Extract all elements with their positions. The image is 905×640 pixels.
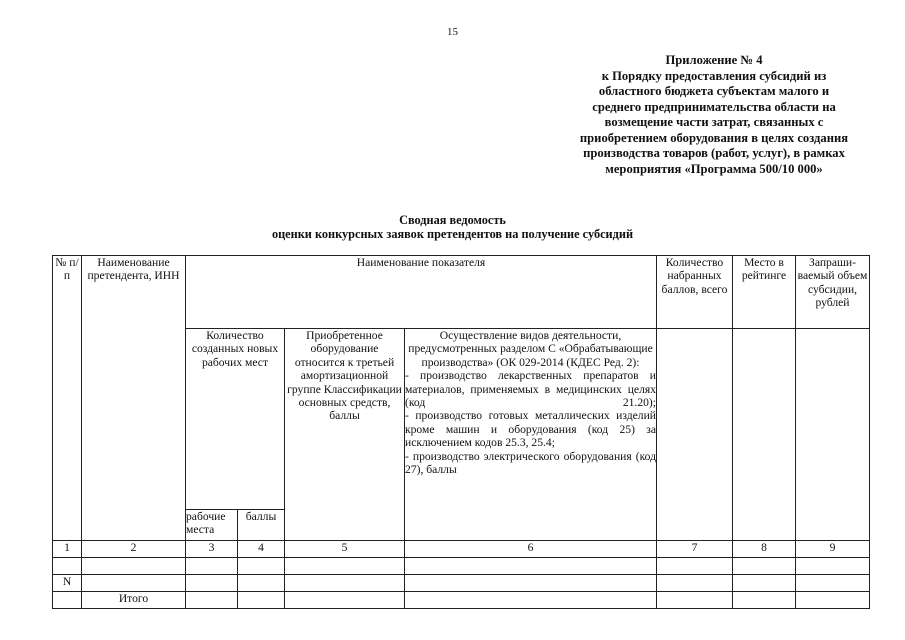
activity-item: - производство электрического оборудования (код 27), баллы bbox=[405, 449, 656, 477]
appendix-line: среднего предпринимательства области на bbox=[592, 99, 836, 114]
column-number: 4 bbox=[238, 541, 285, 558]
activity-title: Осуществление видов деятельности, предусмотренных разделом С «Обрабатывающие производства» (ОК 029-2014 (КДЕС Ред. 2): bbox=[408, 329, 653, 369]
table-cell bbox=[796, 575, 870, 592]
column-number: 8 bbox=[733, 541, 796, 558]
appendix-line: мероприятия «Программа 500/10 000» bbox=[605, 161, 823, 176]
header-activity bbox=[405, 329, 657, 541]
table-cell bbox=[53, 558, 82, 575]
table-cell bbox=[405, 575, 657, 592]
header-empty-9 bbox=[796, 329, 870, 541]
appendix-line: возмещение части затрат, связанных с bbox=[604, 115, 824, 129]
appendix-line: Приложение № 4 bbox=[665, 53, 763, 67]
table-cell bbox=[82, 558, 186, 575]
table-cell bbox=[657, 592, 733, 609]
table-cell bbox=[733, 558, 796, 575]
table-cell bbox=[238, 592, 285, 609]
table-cell bbox=[657, 575, 733, 592]
appendix-line: областного бюджета субъектам малого и bbox=[598, 84, 830, 98]
column-number: 6 bbox=[405, 541, 657, 558]
page-number: 15 bbox=[447, 26, 458, 38]
header-rating: Место в рейтинге bbox=[733, 256, 796, 329]
table-cell bbox=[186, 592, 238, 609]
table-cell bbox=[186, 558, 238, 575]
appendix-line: производства товаров (работ, услуг), в рамках bbox=[583, 146, 845, 160]
table-cell bbox=[186, 575, 238, 592]
table-cell bbox=[53, 592, 82, 609]
column-number: 1 bbox=[53, 541, 82, 558]
table-row-total bbox=[53, 592, 870, 609]
header-num: № п/п bbox=[53, 256, 82, 541]
table-cell bbox=[82, 575, 186, 592]
row-n-label: N bbox=[53, 575, 82, 592]
table-cell bbox=[796, 592, 870, 609]
table-cell bbox=[796, 558, 870, 575]
total-label: Итого bbox=[82, 592, 186, 609]
header-workplaces: рабочие места bbox=[186, 510, 238, 541]
header-points: баллы bbox=[238, 510, 285, 541]
title-line-1: Сводная ведомость bbox=[399, 213, 506, 227]
table-cell bbox=[285, 558, 405, 575]
header-equipment: Приобретенное оборудование относится к третьей амортизационной группе Классификации основных средств, баллы bbox=[285, 329, 405, 541]
table-cell bbox=[285, 592, 405, 609]
table-cell bbox=[733, 575, 796, 592]
summary-table bbox=[52, 255, 870, 609]
table-row-n bbox=[53, 575, 870, 592]
table-cell bbox=[733, 592, 796, 609]
header-row-1 bbox=[53, 256, 870, 329]
header-requested: Запраши-ваемый объем субсидии, рублей bbox=[796, 256, 870, 329]
header-empty-7 bbox=[657, 329, 733, 541]
appendix-line: к Порядку предоставления субсидий из bbox=[601, 68, 827, 83]
activity-item: - производство лекарственных препаратов и материалов, применяемых в медицинских целях (код 21.20); bbox=[405, 369, 656, 410]
title-line-2: оценки конкурсных заявок претендентов на получение субсидий bbox=[271, 227, 634, 241]
appendix-header bbox=[555, 53, 873, 177]
header-applicant: Наименование претендента, ИНН bbox=[82, 256, 186, 541]
table-cell bbox=[657, 558, 733, 575]
column-number: 7 bbox=[657, 541, 733, 558]
column-number: 5 bbox=[285, 541, 405, 558]
column-number: 3 bbox=[186, 541, 238, 558]
header-score-total: Количество набранных баллов, всего bbox=[657, 256, 733, 329]
document-title bbox=[0, 213, 905, 241]
appendix-line: приобретением оборудования в целях создания bbox=[579, 130, 849, 145]
column-number-row bbox=[53, 541, 870, 558]
activity-item: - производство готовых металлических изделий кроме машин и оборудования (код 25) за исключением кодов 25.3, 25.4; bbox=[405, 409, 656, 450]
header-jobs: Количество созданных новых рабочих мест bbox=[186, 329, 285, 510]
header-empty-8 bbox=[733, 329, 796, 541]
column-number: 9 bbox=[796, 541, 870, 558]
column-number: 2 bbox=[82, 541, 186, 558]
table-cell bbox=[285, 575, 405, 592]
table-cell bbox=[238, 575, 285, 592]
table-cell bbox=[405, 558, 657, 575]
table-cell bbox=[405, 592, 657, 609]
table-row-blank bbox=[53, 558, 870, 575]
table-cell bbox=[238, 558, 285, 575]
header-indicator: Наименование показателя bbox=[186, 256, 657, 329]
